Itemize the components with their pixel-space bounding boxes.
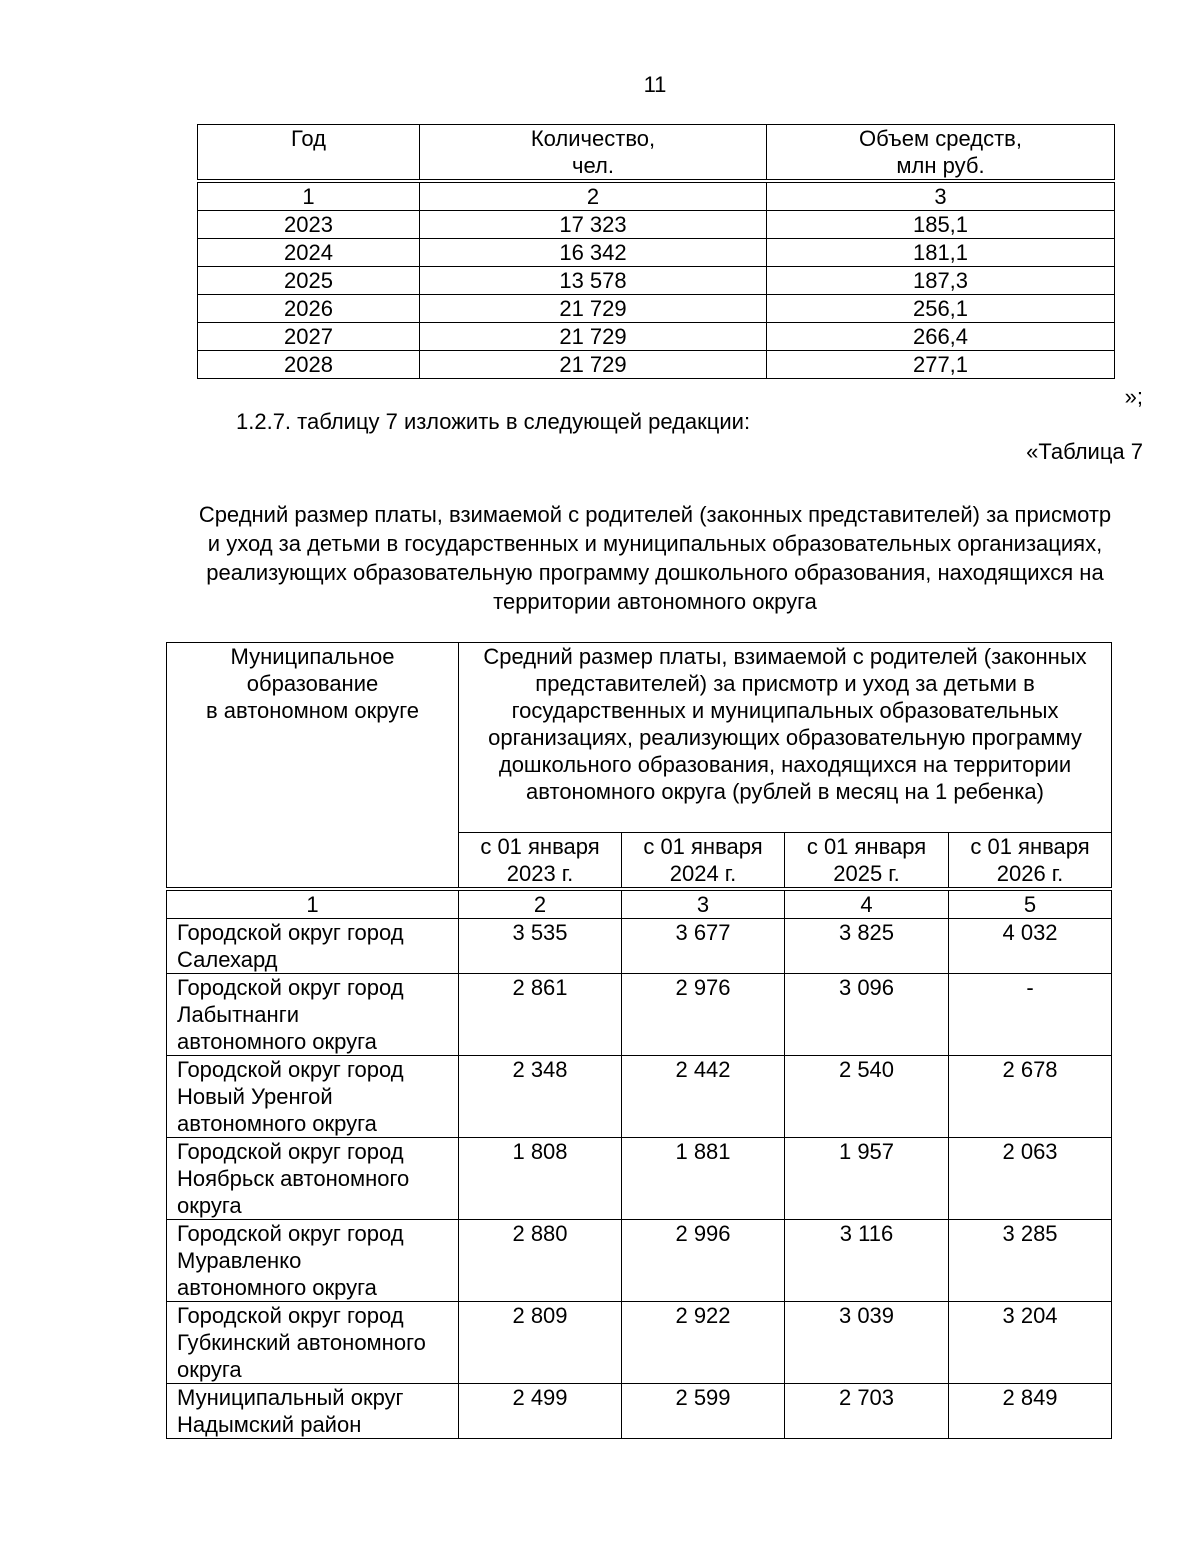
page-number: 11	[643, 72, 667, 97]
cell-value: 2 063	[949, 1138, 1112, 1220]
column-number: 1	[198, 181, 420, 211]
cell-municipality: Муниципальный округ Надымский район	[167, 1384, 459, 1439]
header-date-2023: с 01 января 2023 г.	[459, 833, 622, 890]
cell-municipality: Городской округ город Ноябрьск автономного округа	[167, 1138, 459, 1220]
cell-value: 2 499	[459, 1384, 622, 1439]
cell-value: 2 996	[622, 1220, 785, 1302]
header-municipality: Муниципальное образование в автономном округе	[167, 643, 459, 890]
amendment-instruction: 1.2.7. таблицу 7 изложить в следующей редакции:	[236, 409, 751, 434]
cell-funds: 187,3	[767, 267, 1115, 295]
cell-funds: 181,1	[767, 239, 1115, 267]
cell-funds: 256,1	[767, 295, 1115, 323]
column-number-row	[167, 889, 1112, 919]
cell-count: 21 729	[420, 295, 767, 323]
table-beneficiaries-funding	[197, 124, 1115, 379]
cell-value: 2 861	[459, 974, 622, 1056]
cell-count: 17 323	[420, 211, 767, 239]
cell-value: 1 808	[459, 1138, 622, 1220]
table-row	[198, 323, 1115, 351]
cell-count: 13 578	[420, 267, 767, 295]
closing-quote: »;	[1124, 384, 1143, 409]
column-number: 4	[785, 889, 949, 919]
cell-municipality: Городской округ город Губкинский автономного округа	[167, 1302, 459, 1384]
cell-value: 2 976	[622, 974, 785, 1056]
cell-value: -	[949, 974, 1112, 1056]
cell-value: 2 678	[949, 1056, 1112, 1138]
cell-value: 3 535	[459, 919, 622, 974]
cell-value: 1 881	[622, 1138, 785, 1220]
cell-year: 2026	[198, 295, 420, 323]
table-row	[198, 267, 1115, 295]
cell-municipality: Городской округ город Лабытнанги автономного округа	[167, 974, 459, 1056]
cell-funds: 277,1	[767, 351, 1115, 379]
cell-value: 1 957	[785, 1138, 949, 1220]
cell-value: 2 540	[785, 1056, 949, 1138]
header-date-2026: с 01 января 2026 г.	[949, 833, 1112, 890]
table-row	[198, 295, 1115, 323]
cell-value: 3 096	[785, 974, 949, 1056]
header-funds: Объем средств, млн руб.	[767, 125, 1115, 182]
cell-count: 21 729	[420, 351, 767, 379]
column-number-row	[198, 181, 1115, 211]
table-row	[198, 211, 1115, 239]
table-row	[198, 239, 1115, 267]
cell-year: 2028	[198, 351, 420, 379]
cell-year: 2027	[198, 323, 420, 351]
table-caption: «Таблица 7	[1026, 439, 1143, 464]
cell-value: 3 677	[622, 919, 785, 974]
table-average-fee	[166, 642, 1112, 1439]
cell-value: 3 825	[785, 919, 949, 974]
cell-value: 3 204	[949, 1302, 1112, 1384]
table-title: Средний размер платы, взимаемой с родителей (законных представителей) за присмотр и уход за детьми в государственных и муниципальных образовательных организациях, реализующих образовательную программу дошкольного образования, находящихся на территории автономного округа	[198, 502, 1112, 614]
cell-funds: 185,1	[767, 211, 1115, 239]
table-row	[167, 974, 1112, 1056]
column-number: 3	[622, 889, 785, 919]
column-number: 3	[767, 181, 1115, 211]
cell-value: 3 039	[785, 1302, 949, 1384]
table-header-row	[198, 125, 1115, 182]
cell-municipality: Городской округ город Салехард	[167, 919, 459, 974]
table-row	[167, 1056, 1112, 1138]
cell-funds: 266,4	[767, 323, 1115, 351]
cell-year: 2024	[198, 239, 420, 267]
cell-value: 2 922	[622, 1302, 785, 1384]
cell-value: 2 442	[622, 1056, 785, 1138]
cell-value: 2 348	[459, 1056, 622, 1138]
cell-count: 21 729	[420, 323, 767, 351]
cell-value: 2 809	[459, 1302, 622, 1384]
cell-municipality: Городской округ город Муравленко автономного округа	[167, 1220, 459, 1302]
cell-value: 2 880	[459, 1220, 622, 1302]
table-row	[167, 919, 1112, 974]
header-count: Количество, чел.	[420, 125, 767, 182]
table-row	[167, 1220, 1112, 1302]
table-header-row	[167, 643, 1112, 833]
header-year: Год	[198, 125, 420, 182]
cell-count: 16 342	[420, 239, 767, 267]
cell-year: 2023	[198, 211, 420, 239]
table-row	[198, 351, 1115, 379]
column-number: 1	[167, 889, 459, 919]
header-average-fee: Средний размер платы, взимаемой с родителей (законных представителей) за присмотр и уход за детьми в государственных и муниципальных образовательных организациях, реализующих образовательную программу дошкольного образования, находящихся на территории автономного округа (рублей в месяц на 1 ребенка)	[459, 643, 1112, 833]
column-number: 5	[949, 889, 1112, 919]
cell-year: 2025	[198, 267, 420, 295]
header-date-2024: с 01 января 2024 г.	[622, 833, 785, 890]
cell-value: 2 599	[622, 1384, 785, 1439]
cell-value: 2 703	[785, 1384, 949, 1439]
cell-value: 3 116	[785, 1220, 949, 1302]
header-date-2025: с 01 января 2025 г.	[785, 833, 949, 890]
cell-municipality: Городской округ город Новый Уренгой автономного округа	[167, 1056, 459, 1138]
cell-value: 4 032	[949, 919, 1112, 974]
cell-value: 2 849	[949, 1384, 1112, 1439]
column-number: 2	[420, 181, 767, 211]
table-row	[167, 1302, 1112, 1384]
table-row	[167, 1384, 1112, 1439]
cell-value: 3 285	[949, 1220, 1112, 1302]
table-row	[167, 1138, 1112, 1220]
column-number: 2	[459, 889, 622, 919]
